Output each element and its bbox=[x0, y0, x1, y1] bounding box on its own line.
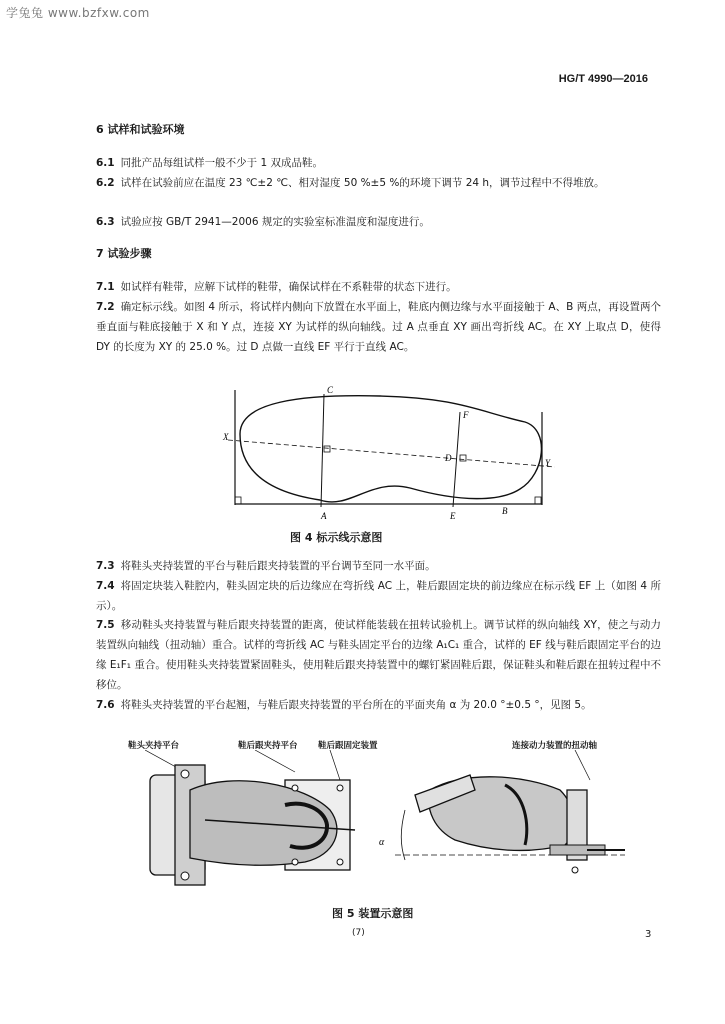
axis-xy bbox=[228, 440, 555, 467]
angle-arc bbox=[401, 810, 405, 860]
label-f: F bbox=[463, 410, 469, 420]
para-6-2: 6.2 试样在试验前应在温度 23 ℃±2 ℃、相对湿度 50 %±5 %的环境下调节 24 h，调节过程中不得堆放。 bbox=[96, 177, 605, 189]
label-toe-platform: 鞋头夹持平台 bbox=[128, 741, 180, 751]
watermark: 学兔兔 www.bzfxw.com bbox=[6, 6, 150, 20]
right-angle-mark bbox=[535, 497, 541, 504]
label-x: X bbox=[223, 432, 229, 442]
para-7-1: 7.1 如试样有鞋带，应解下试样的鞋带，确保试样在不系鞋带的状态下进行。 bbox=[96, 281, 457, 293]
right-angle-mark bbox=[324, 446, 330, 452]
label-shaft: 连接动力装置的扭动轴 bbox=[512, 741, 598, 751]
figure4-drawing bbox=[220, 382, 560, 522]
bend-line-ac bbox=[321, 394, 324, 507]
right-angle-mark bbox=[460, 455, 466, 461]
label-heel-fixture: 鞋后跟固定装置 bbox=[318, 741, 378, 751]
screw-icon bbox=[337, 859, 343, 865]
section7-heading: 7 试验步骤 bbox=[96, 247, 152, 260]
screw-icon bbox=[337, 785, 343, 791]
para-7-3: 7.3 将鞋头夹持装置的平台与鞋后跟夹持装置的平台调节至同一水平面。 bbox=[96, 560, 436, 572]
label-b: B bbox=[502, 506, 508, 516]
label-e: E bbox=[450, 511, 456, 521]
leader-line bbox=[575, 750, 590, 780]
screw-icon bbox=[181, 770, 189, 778]
label-heel-platform: 鞋后跟夹持平台 bbox=[238, 741, 298, 751]
right-angle-mark bbox=[235, 497, 241, 504]
para-6-1: 6.1 同批产品每组试样一般不少于 1 双成品鞋。 bbox=[96, 157, 323, 169]
label-d: D bbox=[445, 453, 452, 463]
figure4-caption: 图 4 标示线示意图 bbox=[290, 531, 383, 544]
screw-icon bbox=[292, 859, 298, 865]
section6-heading: 6 试样和试验环境 bbox=[96, 123, 185, 136]
para-7-4: 7.4 将固定块装入鞋腔内，鞋头固定块的后边缘应在弯折线 AC 上，鞋后跟固定块的前边缘应在标示线 EF 上（如图 4 所示）。 bbox=[96, 580, 661, 612]
para-7-2: 7.2 确定标示线。如图 4 所示，将试样内侧向下放置在水平面上，鞋底内侧边缘与水平面接触于 A、B 两点，再设置两个垂直面与鞋底接触于 X 和 Y 点，连接 XY 为试样的纵向轴线。过 A 点垂直 XY 画出弯折线 AC。在 XY 上取点 D，使得 DY 的长度为 XY 的 25.0 %。过 D 点做一直线 EF 平行于直线 AC。 bbox=[96, 301, 661, 353]
label-c: C bbox=[327, 385, 334, 395]
screw-icon bbox=[572, 867, 578, 873]
alpha-label: α bbox=[379, 837, 385, 848]
figure5-top-view bbox=[145, 750, 370, 895]
footer-code: (7) bbox=[352, 928, 365, 938]
para-7-6: 7.6 将鞋头夹持装置的平台起翘，与鞋后跟夹持装置的平台所在的平面夹角 α 为 20.0 °±0.5 °，见图 5。 bbox=[96, 699, 592, 711]
screw-icon bbox=[292, 785, 298, 791]
standard-code: HG/T 4990—2016 bbox=[558, 73, 648, 85]
figure5-caption: 图 5 装置示意图 bbox=[332, 907, 414, 920]
leader-line bbox=[330, 750, 340, 780]
leader-line bbox=[255, 750, 295, 772]
screw-icon bbox=[181, 872, 189, 880]
page-number: 3 bbox=[645, 929, 652, 940]
para-6-3: 6.3 试验应按 GB/T 2941—2006 规定的实验室标准温度和湿度进行。 bbox=[96, 216, 430, 228]
shoe-sole-outline bbox=[240, 396, 541, 502]
label-a: A bbox=[321, 511, 327, 521]
figure5-side-view bbox=[375, 750, 635, 895]
para-7-5: 7.5 移动鞋头夹持装置与鞋后跟夹持装置的距离，使试样能装载在扭转试验机上。调节试样的纵向轴线 XY，使之与动力装置纵向轴线（扭动轴）重合。试样的弯折线 AC 与鞋头固定平台的边缘 A₁C₁ 重合，试样的 EF 线与鞋后跟固定平台的边缘 E₁F₁ 重合。使用鞋头夹持装置紧固鞋头，使用鞋后跟夹持装置中的螺钉紧固鞋后跟，保证鞋头和鞋后跟在扭转过程中不移位。 bbox=[96, 619, 661, 691]
label-y: Y bbox=[545, 458, 551, 468]
mark-line-ef bbox=[453, 412, 460, 507]
